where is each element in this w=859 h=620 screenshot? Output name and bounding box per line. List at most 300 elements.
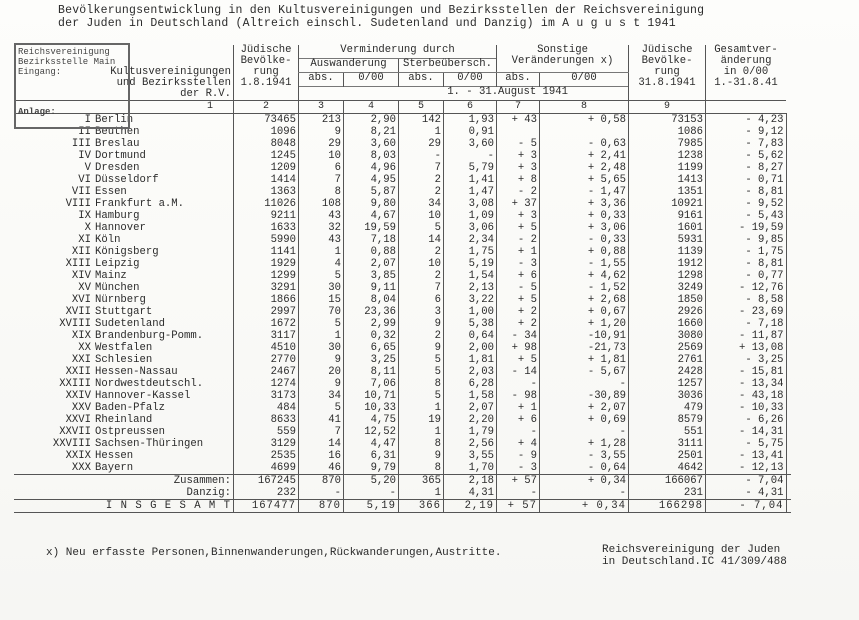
spacer-cell bbox=[786, 282, 791, 294]
cell-pop2: 5931 bbox=[629, 234, 706, 246]
cell-aus-p: 2,07 bbox=[344, 258, 399, 270]
cell-so-p: -10,91 bbox=[540, 330, 629, 342]
cell-so: - 9 bbox=[497, 450, 540, 462]
header-districts: Kultusvereinigungen und Bezirksstellen der R.V. bbox=[110, 66, 231, 100]
district-name: Hessen-Nassau bbox=[95, 366, 178, 378]
roman-numeral: XIV bbox=[71, 270, 91, 282]
cell-pop: 3173 bbox=[234, 390, 299, 402]
roman-numeral: II bbox=[78, 126, 91, 138]
cell-aus: 34 bbox=[299, 390, 344, 402]
colnum: 5 bbox=[399, 101, 444, 114]
cell-tot: - 6,26 bbox=[706, 414, 787, 426]
header-row-1 bbox=[14, 45, 791, 58]
cell-so: + 6 bbox=[497, 414, 540, 426]
cell-aus: 5 bbox=[299, 318, 344, 330]
district-cell bbox=[14, 174, 234, 186]
cell-pop: 3291 bbox=[234, 282, 299, 294]
table-row bbox=[14, 306, 791, 318]
cell-st-p: 2,34 bbox=[444, 234, 497, 246]
cell-pop2: 166067 bbox=[629, 475, 706, 488]
spacer-cell bbox=[786, 258, 791, 270]
cell-st-p: 2,13 bbox=[444, 282, 497, 294]
cell-aus: 16 bbox=[299, 450, 344, 462]
header-auswanderung: Auswanderung bbox=[299, 58, 399, 72]
roman-numeral: XXI bbox=[71, 354, 91, 366]
cell-aus: - bbox=[299, 487, 344, 500]
cell-pop2: 3111 bbox=[629, 438, 706, 450]
cell-so-p: + 0,88 bbox=[540, 246, 629, 258]
cell-so-p: - 1,47 bbox=[540, 186, 629, 198]
cell-aus: 9 bbox=[299, 354, 344, 366]
population-table bbox=[14, 45, 791, 513]
cell-aus-p: 3,25 bbox=[344, 354, 399, 366]
cell-tot: - 0,71 bbox=[706, 174, 787, 186]
district-cell bbox=[14, 438, 234, 450]
cell-st: 8 bbox=[399, 438, 444, 450]
cell-aus: 213 bbox=[299, 114, 344, 127]
cell-tot: - 8,27 bbox=[706, 162, 787, 174]
cell-st: 34 bbox=[399, 198, 444, 210]
cell-aus: 20 bbox=[299, 366, 344, 378]
roman-numeral: V bbox=[84, 162, 91, 174]
cell-pop2: 1139 bbox=[629, 246, 706, 258]
district-name: Dortmund bbox=[95, 150, 146, 162]
roman-numeral: XVI bbox=[71, 294, 91, 306]
cell-aus: 9 bbox=[299, 126, 344, 138]
colnum: 8 bbox=[540, 101, 629, 114]
spacer-cell bbox=[786, 366, 791, 378]
cell-pop: 232 bbox=[234, 487, 299, 500]
table-row bbox=[14, 270, 791, 282]
cell-st-p: 5,38 bbox=[444, 318, 497, 330]
district-cell bbox=[14, 258, 234, 270]
roman-numeral: XXIV bbox=[65, 390, 91, 402]
spacer-cell bbox=[786, 462, 791, 475]
cell-tot: - 11,87 bbox=[706, 330, 787, 342]
cell-so: + 1 bbox=[497, 246, 540, 258]
district-name: Rheinland bbox=[95, 414, 153, 426]
cell-st-p: 1,58 bbox=[444, 390, 497, 402]
cell-st: 9 bbox=[399, 342, 444, 354]
spacer-cell bbox=[786, 354, 791, 366]
cell-pop: 1209 bbox=[234, 162, 299, 174]
cell-pop2: 1199 bbox=[629, 162, 706, 174]
cell-st: 8 bbox=[399, 378, 444, 390]
cell-tot: - 9,12 bbox=[706, 126, 787, 138]
cell-aus: 15 bbox=[299, 294, 344, 306]
cell-pop: 5990 bbox=[234, 234, 299, 246]
cell-so: + 3 bbox=[497, 210, 540, 222]
cell-so-p: + 4,62 bbox=[540, 270, 629, 282]
district-name: Berlin bbox=[95, 114, 134, 126]
cell-so: - 3 bbox=[497, 258, 540, 270]
cell-tot: - 14,31 bbox=[706, 426, 787, 438]
cell-so-p: -21,73 bbox=[540, 342, 629, 354]
cell-st: 5 bbox=[399, 354, 444, 366]
header-abs-1: abs. bbox=[299, 72, 344, 86]
table-row bbox=[14, 114, 791, 127]
district-name: München bbox=[95, 282, 140, 294]
spacer-cell bbox=[786, 438, 791, 450]
table-row bbox=[14, 174, 791, 186]
cell-pop2: 1298 bbox=[629, 270, 706, 282]
cell-st: 366 bbox=[399, 500, 444, 513]
cell-so: - bbox=[497, 487, 540, 500]
spacer-cell bbox=[786, 198, 791, 210]
table-row bbox=[14, 354, 791, 366]
spacer-cell bbox=[786, 126, 791, 138]
table-row bbox=[14, 282, 791, 294]
cell-tot: - 8,81 bbox=[706, 258, 787, 270]
cell-st: 2 bbox=[399, 246, 444, 258]
cell-pop2: 1660 bbox=[629, 318, 706, 330]
district-cell bbox=[14, 414, 234, 426]
cell-aus-p: 4,67 bbox=[344, 210, 399, 222]
district-cell bbox=[14, 198, 234, 210]
archive-stamp: Reichsvereinigung Bezirksstelle Main Eingang: Anlage: bbox=[14, 43, 130, 129]
cell-st: 5 bbox=[399, 390, 444, 402]
roman-numeral: VIII bbox=[65, 198, 91, 210]
cell-so: + 8 bbox=[497, 174, 540, 186]
cell-aus-p: 9,11 bbox=[344, 282, 399, 294]
cell-tot: - 1,75 bbox=[706, 246, 787, 258]
district-cell bbox=[14, 390, 234, 402]
cell-so: - bbox=[497, 426, 540, 438]
cell-so-p: + 0,69 bbox=[540, 414, 629, 426]
table-row bbox=[14, 462, 791, 475]
table-row bbox=[14, 318, 791, 330]
cell-aus-p: 7,06 bbox=[344, 378, 399, 390]
cell-pop: 1096 bbox=[234, 126, 299, 138]
cell-aus: 14 bbox=[299, 438, 344, 450]
cell-so-p: - 1,55 bbox=[540, 258, 629, 270]
cell-aus-p: 9,79 bbox=[344, 462, 399, 475]
cell-so: - 3 bbox=[497, 462, 540, 475]
cell-tot: - 10,33 bbox=[706, 402, 787, 414]
district-name: Nürnberg bbox=[95, 294, 146, 306]
cell-aus-p: 12,52 bbox=[344, 426, 399, 438]
colnum: 9 bbox=[629, 101, 706, 114]
cell-aus: 43 bbox=[299, 210, 344, 222]
cell-pop2: 3036 bbox=[629, 390, 706, 402]
cell-st: - bbox=[399, 150, 444, 162]
cell-st: 2 bbox=[399, 330, 444, 342]
cell-st: 1 bbox=[399, 487, 444, 500]
cell-pop2: 8579 bbox=[629, 414, 706, 426]
cell-so: + 57 bbox=[497, 500, 540, 513]
cell-so: - 14 bbox=[497, 366, 540, 378]
cell-st-p: 3,55 bbox=[444, 450, 497, 462]
spacer-cell bbox=[786, 475, 791, 488]
cell-pop2: 1912 bbox=[629, 258, 706, 270]
district-cell bbox=[14, 270, 234, 282]
roman-numeral: X bbox=[84, 222, 91, 234]
district-cell bbox=[14, 318, 234, 330]
header-sterbeubersch: Sterbeübersch. bbox=[399, 58, 497, 72]
district-cell bbox=[14, 150, 234, 162]
table-row bbox=[14, 150, 791, 162]
cell-pop2: 2428 bbox=[629, 366, 706, 378]
table-row bbox=[14, 487, 791, 500]
cell-so: + 3 bbox=[497, 162, 540, 174]
cell-aus: 43 bbox=[299, 234, 344, 246]
cell-st: 5 bbox=[399, 222, 444, 234]
cell-aus-p: 3,60 bbox=[344, 138, 399, 150]
cell-aus-p: 10,71 bbox=[344, 390, 399, 402]
district-name: Hessen bbox=[95, 450, 134, 462]
cell-aus: 108 bbox=[299, 198, 344, 210]
cell-st-p: 3,22 bbox=[444, 294, 497, 306]
cell-so-p: - 1,52 bbox=[540, 282, 629, 294]
cell-so-p: + 3,06 bbox=[540, 222, 629, 234]
roman-numeral: I bbox=[84, 114, 91, 126]
cell-tot: - 12,13 bbox=[706, 462, 787, 475]
district-cell bbox=[14, 294, 234, 306]
spacer-cell bbox=[786, 186, 791, 198]
cell-pop: 2467 bbox=[234, 366, 299, 378]
cell-tot: - 8,58 bbox=[706, 294, 787, 306]
header-verminderung: Verminderung durch bbox=[299, 45, 497, 58]
cell-pop: 2535 bbox=[234, 450, 299, 462]
cell-pop2: 1850 bbox=[629, 294, 706, 306]
table-row bbox=[14, 414, 791, 426]
cell-tot: - 7,18 bbox=[706, 318, 787, 330]
cell-aus-p: 0,32 bbox=[344, 330, 399, 342]
cell-aus-p: 8,04 bbox=[344, 294, 399, 306]
cell-so-p: + 1,28 bbox=[540, 438, 629, 450]
cell-st: 365 bbox=[399, 475, 444, 488]
cell-st-p: 1,79 bbox=[444, 426, 497, 438]
table-row bbox=[14, 390, 791, 402]
cell-pop2: 1086 bbox=[629, 126, 706, 138]
cell-st: 1 bbox=[399, 426, 444, 438]
district-cell bbox=[14, 282, 234, 294]
district-cell bbox=[14, 186, 234, 198]
cell-so-p: - 0,33 bbox=[540, 234, 629, 246]
cell-pop: 4699 bbox=[234, 462, 299, 475]
cell-aus: 1 bbox=[299, 246, 344, 258]
cell-aus-p: - bbox=[344, 487, 399, 500]
spacer-cell bbox=[786, 330, 791, 342]
archive-reference: Reichsvereinigung der Juden in Deutschland.IC 41/309/488 bbox=[602, 544, 787, 568]
cell-st-p: 0,64 bbox=[444, 330, 497, 342]
table-row bbox=[14, 342, 791, 354]
cell-so: - 2 bbox=[497, 186, 540, 198]
cell-tot: - 4,31 bbox=[706, 487, 787, 500]
cell-so: - 5 bbox=[497, 138, 540, 150]
cell-so-p: + 0,34 bbox=[540, 475, 629, 488]
cell-pop: 2770 bbox=[234, 354, 299, 366]
roman-numeral: XX bbox=[78, 342, 91, 354]
cell-st-p: 1,09 bbox=[444, 210, 497, 222]
cell-pop2: 551 bbox=[629, 426, 706, 438]
cell-pop: 11026 bbox=[234, 198, 299, 210]
colnum: 4 bbox=[344, 101, 399, 114]
district-cell bbox=[14, 330, 234, 342]
cell-so: + 1 bbox=[497, 402, 540, 414]
spacer-cell bbox=[786, 402, 791, 414]
header-population-end: Jüdische Bevölke- rung 31.8.1941 bbox=[629, 45, 706, 101]
cell-so-p: + 0,67 bbox=[540, 306, 629, 318]
roman-numeral: XXVIII bbox=[52, 438, 91, 450]
cell-pop: 8633 bbox=[234, 414, 299, 426]
header-period: 1. - 31.August 1941 bbox=[299, 86, 629, 100]
district-name: Breslau bbox=[95, 138, 140, 150]
cell-pop: 1363 bbox=[234, 186, 299, 198]
table-row bbox=[14, 210, 791, 222]
roman-numeral: III bbox=[71, 138, 91, 150]
cell-pop: 1141 bbox=[234, 246, 299, 258]
cell-pop2: 1413 bbox=[629, 174, 706, 186]
roman-numeral: XXVII bbox=[59, 426, 91, 438]
spacer-cell bbox=[786, 390, 791, 402]
cell-st: 9 bbox=[399, 450, 444, 462]
cell-st: 7 bbox=[399, 162, 444, 174]
roman-numeral: IX bbox=[78, 210, 91, 222]
cell-aus: 7 bbox=[299, 174, 344, 186]
cell-st-p: 0,91 bbox=[444, 126, 497, 138]
colnum bbox=[706, 101, 787, 114]
roman-numeral: XII bbox=[71, 246, 91, 258]
district-name: Stuttgart bbox=[95, 306, 153, 318]
header-total-change: Gesamtver- änderung in 0/00 1.-31.8.41 bbox=[706, 45, 787, 101]
district-name: Schlesien bbox=[95, 354, 153, 366]
district-cell bbox=[14, 402, 234, 414]
cell-aus-p: 6,31 bbox=[344, 450, 399, 462]
cell-aus: 10 bbox=[299, 150, 344, 162]
roman-numeral: XXIII bbox=[59, 378, 91, 390]
cell-st-p: 2,00 bbox=[444, 342, 497, 354]
footnote: x) Neu erfasste Personen,Binnenwanderungen,Rückwanderungen,Austritte. bbox=[46, 547, 502, 559]
table-row bbox=[14, 138, 791, 150]
cell-aus: 9 bbox=[299, 378, 344, 390]
cell-st-p: 3,60 bbox=[444, 138, 497, 150]
cell-st: 10 bbox=[399, 210, 444, 222]
colnum: 2 bbox=[234, 101, 299, 114]
spacer-cell bbox=[786, 414, 791, 426]
cell-tot: - 9,52 bbox=[706, 198, 787, 210]
cell-pop: 3129 bbox=[234, 438, 299, 450]
cell-so-p: + 5,65 bbox=[540, 174, 629, 186]
cell-aus: 5 bbox=[299, 270, 344, 282]
cell-pop2: 2501 bbox=[629, 450, 706, 462]
cell-pop2: 7985 bbox=[629, 138, 706, 150]
spacer-cell bbox=[786, 426, 791, 438]
table-row bbox=[14, 450, 791, 462]
cell-pop: 1414 bbox=[234, 174, 299, 186]
colnum: 3 bbox=[299, 101, 344, 114]
cell-so: - 2 bbox=[497, 234, 540, 246]
cell-pop2: 10921 bbox=[629, 198, 706, 210]
cell-so-p: + 1,20 bbox=[540, 318, 629, 330]
cell-st: 7 bbox=[399, 282, 444, 294]
cell-tot: - 43,18 bbox=[706, 390, 787, 402]
cell-st: 1 bbox=[399, 402, 444, 414]
cell-so-p: + 2,41 bbox=[540, 150, 629, 162]
cell-so-p: - 0,64 bbox=[540, 462, 629, 475]
roman-numeral: XIII bbox=[65, 258, 91, 270]
district-cell: Danzig: bbox=[186, 487, 231, 499]
cell-st-p: 2,03 bbox=[444, 366, 497, 378]
cell-aus: 8 bbox=[299, 186, 344, 198]
cell-tot: - 4,23 bbox=[706, 114, 787, 127]
roman-numeral: XVII bbox=[65, 306, 91, 318]
cell-pop2: 1601 bbox=[629, 222, 706, 234]
cell-st: 3 bbox=[399, 306, 444, 318]
cell-st: 14 bbox=[399, 234, 444, 246]
roman-numeral: XXVI bbox=[65, 414, 91, 426]
roman-numeral: XVIII bbox=[59, 318, 91, 330]
roman-numeral: XXX bbox=[71, 462, 91, 474]
cell-pop2: 479 bbox=[629, 402, 706, 414]
cell-aus: 870 bbox=[299, 500, 344, 513]
cell-so-p: - bbox=[540, 378, 629, 390]
cell-st-p: 1,47 bbox=[444, 186, 497, 198]
district-cell bbox=[14, 222, 234, 234]
district-name: Essen bbox=[95, 186, 127, 198]
cell-so: - 34 bbox=[497, 330, 540, 342]
table-row bbox=[14, 366, 791, 378]
cell-aus-p: 2,99 bbox=[344, 318, 399, 330]
header-sonstige: Sonstige Veränderungen x) bbox=[497, 45, 629, 72]
district-cell bbox=[14, 210, 234, 222]
cell-tot: - 7,83 bbox=[706, 138, 787, 150]
district-cell bbox=[14, 426, 234, 438]
cell-pop: 1633 bbox=[234, 222, 299, 234]
cell-tot: + 13,08 bbox=[706, 342, 787, 354]
district-name: Düsseldorf bbox=[95, 174, 159, 186]
cell-st-p: 5,79 bbox=[444, 162, 497, 174]
table-row bbox=[14, 330, 791, 342]
cell-tot: - 8,81 bbox=[706, 186, 787, 198]
cell-tot: - 9,85 bbox=[706, 234, 787, 246]
district-cell: Zusammen: bbox=[14, 475, 234, 488]
cell-aus-p: 4,75 bbox=[344, 414, 399, 426]
district-name: Königsberg bbox=[95, 246, 159, 258]
cell-tot: - 7,04 bbox=[706, 500, 787, 513]
cell-so-p: - 3,55 bbox=[540, 450, 629, 462]
cell-aus-p: 5,19 bbox=[344, 500, 399, 513]
cell-so-p: - bbox=[540, 426, 629, 438]
cell-pop: 1299 bbox=[234, 270, 299, 282]
cell-st: 2 bbox=[399, 270, 444, 282]
district-name: Ostpreussen bbox=[95, 426, 165, 438]
cell-aus: 1 bbox=[299, 330, 344, 342]
cell-st-p: 1,75 bbox=[444, 246, 497, 258]
cell-pop2: 73153 bbox=[629, 114, 706, 127]
sum-row bbox=[14, 475, 791, 488]
district-cell bbox=[14, 138, 234, 150]
cell-so: + 6 bbox=[497, 270, 540, 282]
district-name: Westfalen bbox=[95, 342, 153, 354]
cell-st-p: 2,18 bbox=[444, 475, 497, 488]
cell-st: 5 bbox=[399, 366, 444, 378]
header-pct-3: 0/00 bbox=[540, 72, 629, 86]
cell-so-p: + 3,36 bbox=[540, 198, 629, 210]
cell-aus-p: 4,95 bbox=[344, 174, 399, 186]
cell-st-p: 1,00 bbox=[444, 306, 497, 318]
district-cell bbox=[14, 462, 234, 475]
cell-aus: 6 bbox=[299, 162, 344, 174]
cell-pop: 2997 bbox=[234, 306, 299, 318]
cell-so: + 43 bbox=[497, 114, 540, 127]
cell-aus-p: 7,18 bbox=[344, 234, 399, 246]
table-row bbox=[14, 222, 791, 234]
spacer-cell bbox=[786, 150, 791, 162]
district-cell bbox=[14, 450, 234, 462]
district-cell bbox=[14, 366, 234, 378]
cell-so bbox=[497, 126, 540, 138]
